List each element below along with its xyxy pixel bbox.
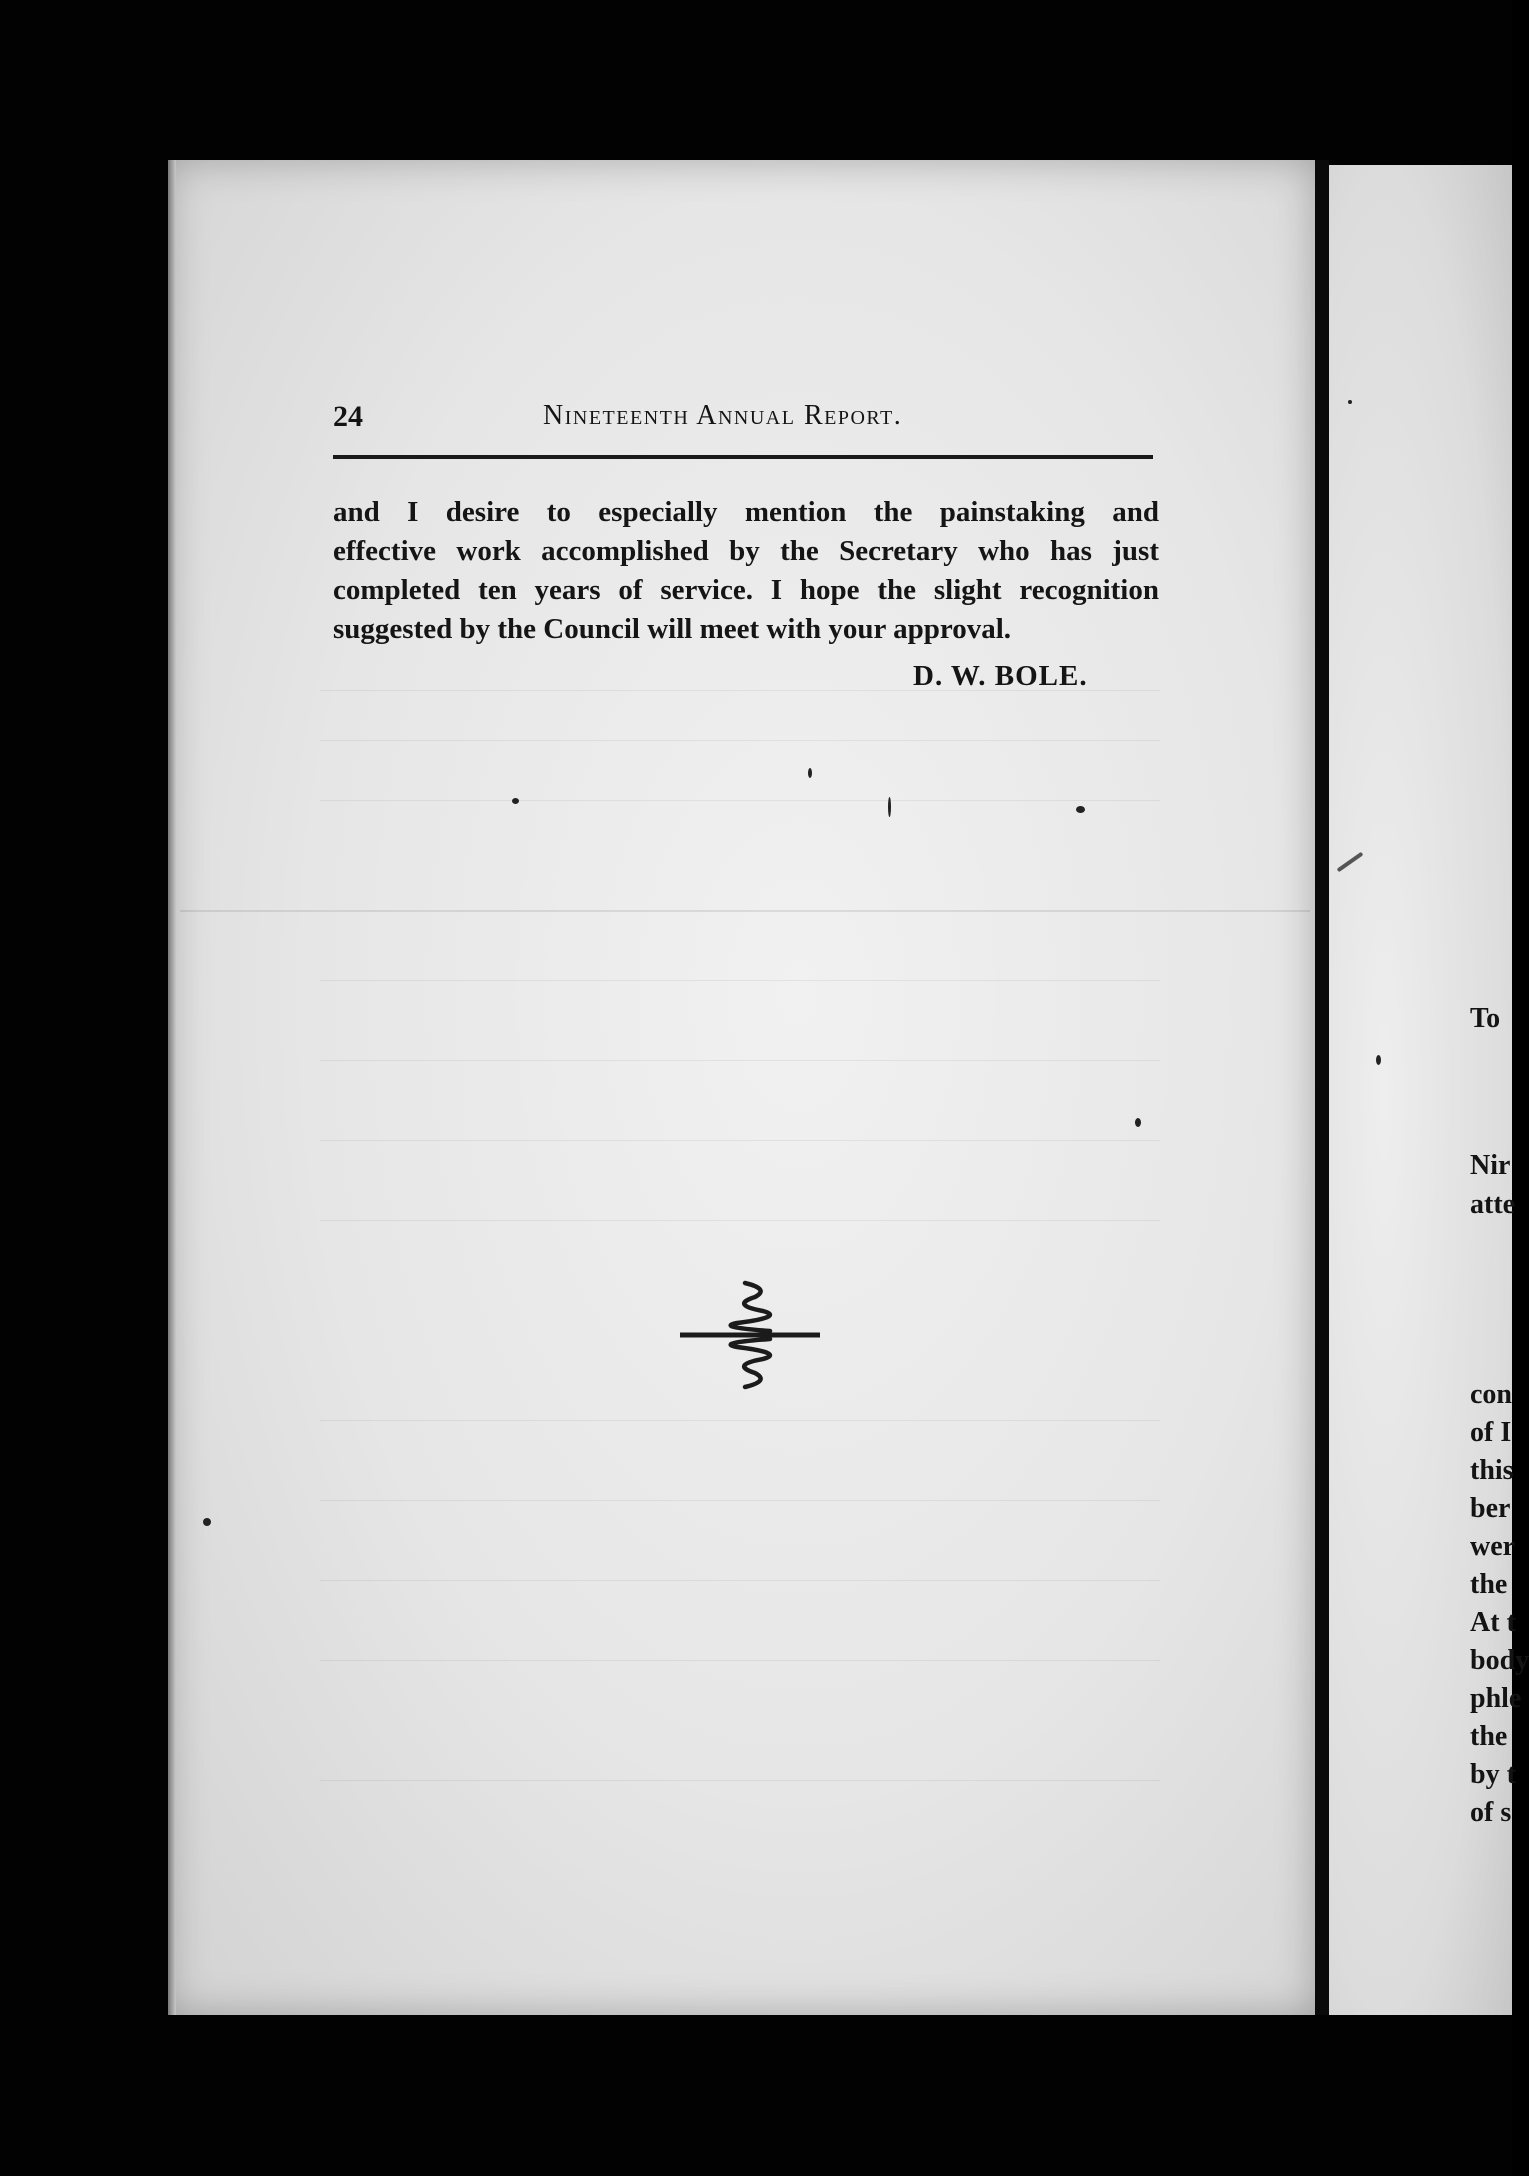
show-through-line (320, 740, 1160, 741)
show-through-line (320, 1580, 1160, 1581)
show-through-line (320, 1500, 1160, 1501)
right-page-fragment: ber (1470, 1493, 1511, 1524)
page-crease (180, 910, 1310, 912)
running-title: Nineteenth Annual Report. (543, 400, 903, 431)
show-through-line (320, 1220, 1160, 1221)
scan-speck (512, 798, 519, 804)
scan-speck (1376, 1055, 1381, 1065)
right-page-fragment: body (1470, 1645, 1529, 1676)
right-page-fragment: of s (1470, 1797, 1512, 1828)
scan-speck (1135, 1118, 1141, 1127)
right-page-fragment: Nir (1470, 1150, 1511, 1181)
right-page-fragment: At t (1470, 1607, 1516, 1638)
signature: D. W. BOLE. (913, 660, 1088, 692)
page-number: 24 (333, 400, 363, 433)
show-through-line (320, 1420, 1160, 1421)
body-line: and I desire to especially mention the painstaking and (333, 496, 1159, 528)
header-rule (333, 455, 1153, 459)
scan-speck (888, 797, 891, 817)
book-gutter (1315, 160, 1329, 2015)
right-page-fragment: con (1470, 1379, 1512, 1410)
show-through-line (320, 1660, 1160, 1661)
right-page-fragment: of I (1470, 1417, 1512, 1448)
ornament-icon (675, 1275, 825, 1395)
show-through-line (320, 1780, 1160, 1781)
right-page-fragment: To (1470, 1003, 1501, 1034)
body-line: completed ten years of service. I hope the slight recognition (333, 574, 1159, 606)
show-through-line (320, 1060, 1160, 1061)
scan-speck (808, 768, 812, 778)
left-page-edge (168, 160, 176, 2015)
scan-speck (1076, 806, 1085, 813)
show-through-line (320, 1140, 1160, 1141)
right-page-fragment: wer (1470, 1531, 1516, 1562)
body-paragraph (333, 493, 1159, 649)
right-page-fragment: the (1470, 1569, 1508, 1600)
page-header (333, 396, 1153, 442)
right-page-fragment: by t (1470, 1759, 1516, 1790)
show-through-line (320, 980, 1160, 981)
body-line: effective work accomplished by the Secretary who has just (333, 535, 1159, 567)
body-line: suggested by the Council will meet with your approval. (333, 613, 1012, 645)
right-page-fragment: the (1470, 1721, 1508, 1752)
right-page-fragment: phle (1470, 1683, 1522, 1714)
show-through-line (320, 800, 1160, 801)
scan-speck (1348, 400, 1352, 404)
right-page-fragment: atte (1470, 1189, 1516, 1220)
scan-speck (203, 1518, 211, 1526)
right-page-fragment: this (1470, 1455, 1514, 1486)
